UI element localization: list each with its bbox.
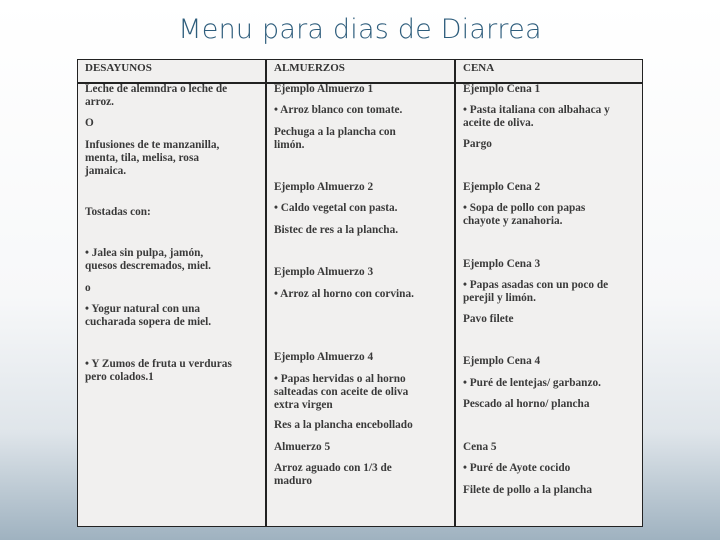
almuerzo-item: Almuerzo 5 xyxy=(274,441,331,453)
cena-item: Ejemplo Cena 4 xyxy=(463,355,541,367)
cena-item: Ejemplo Cena 1 xyxy=(463,83,541,95)
almuerzo-item: Ejemplo Almuerzo 3 xyxy=(274,266,374,278)
cena-item: Pavo filete xyxy=(463,313,514,325)
almuerzo-item: • Arroz blanco con tomate. xyxy=(274,104,403,116)
desayuno-item: O xyxy=(85,117,94,129)
almuerzo-item: Arroz aguado con 1/3 de maduro xyxy=(274,462,392,487)
almuerzo-item: Pechuga a la plancha con limón. xyxy=(274,126,396,151)
almuerzo-item: • Arroz al horno con corvina. xyxy=(274,288,414,300)
column-divider xyxy=(265,60,267,526)
menu-table xyxy=(77,59,643,527)
desayuno-item: o xyxy=(85,282,91,294)
cena-item: Pargo xyxy=(463,138,492,150)
slide-title: Menu para dias de Diarrea xyxy=(178,14,542,45)
almuerzo-item: Res a la plancha encebollado xyxy=(274,419,413,431)
almuerzo-item: • Caldo vegetal con pasta. xyxy=(274,202,398,214)
desayuno-item: Infusiones de te manzanilla, menta, tila, melisa, rosa jamaica. xyxy=(85,139,220,177)
cena-item: • Sopa de pollo con papas chayote y zanahoria. xyxy=(463,202,586,227)
column-divider xyxy=(454,60,456,526)
almuerzo-item: • Papas hervidas o al horno salteadas con aceite de oliva extra virgen xyxy=(274,373,409,411)
cena-item: Filete de pollo a la plancha xyxy=(463,484,592,496)
cena-item: • Puré de lentejas/ garbanzo. xyxy=(463,377,601,389)
almuerzo-item: Ejemplo Almuerzo 1 xyxy=(274,83,374,95)
desayuno-item: • Y Zumos de fruta u verduras pero colados.1 xyxy=(85,358,232,383)
cena-item: Cena 5 xyxy=(463,441,497,453)
almuerzo-item: Ejemplo Almuerzo 2 xyxy=(274,181,374,193)
cena-item: Ejemplo Cena 2 xyxy=(463,181,541,193)
desayuno-item: • Yogur natural con una cucharada sopera de miel. xyxy=(85,303,212,328)
desayuno-item: Leche de alemndra o leche de arroz. xyxy=(85,83,228,108)
cena-item: • Puré de Ayote cocido xyxy=(463,462,571,474)
desayuno-item: Tostadas con: xyxy=(85,206,151,218)
cena-item: Ejemplo Cena 3 xyxy=(463,258,541,270)
almuerzo-item: Bistec de res a la plancha. xyxy=(274,224,399,236)
header-desayunos: DESAYUNOS xyxy=(85,62,152,74)
cena-item: Pescado al horno/ plancha xyxy=(463,398,590,410)
cena-item: • Papas asadas con un poco de perejil y limón. xyxy=(463,279,609,304)
header-almuerzos: ALMUERZOS xyxy=(274,62,345,74)
cena-item: • Pasta italiana con albahaca y aceite de oliva. xyxy=(463,104,610,129)
header-cena: CENA xyxy=(463,62,495,74)
desayuno-item: • Jalea sin pulpa, jamón, quesos descremados, miel. xyxy=(85,247,211,272)
almuerzo-item: Ejemplo Almuerzo 4 xyxy=(274,351,374,363)
